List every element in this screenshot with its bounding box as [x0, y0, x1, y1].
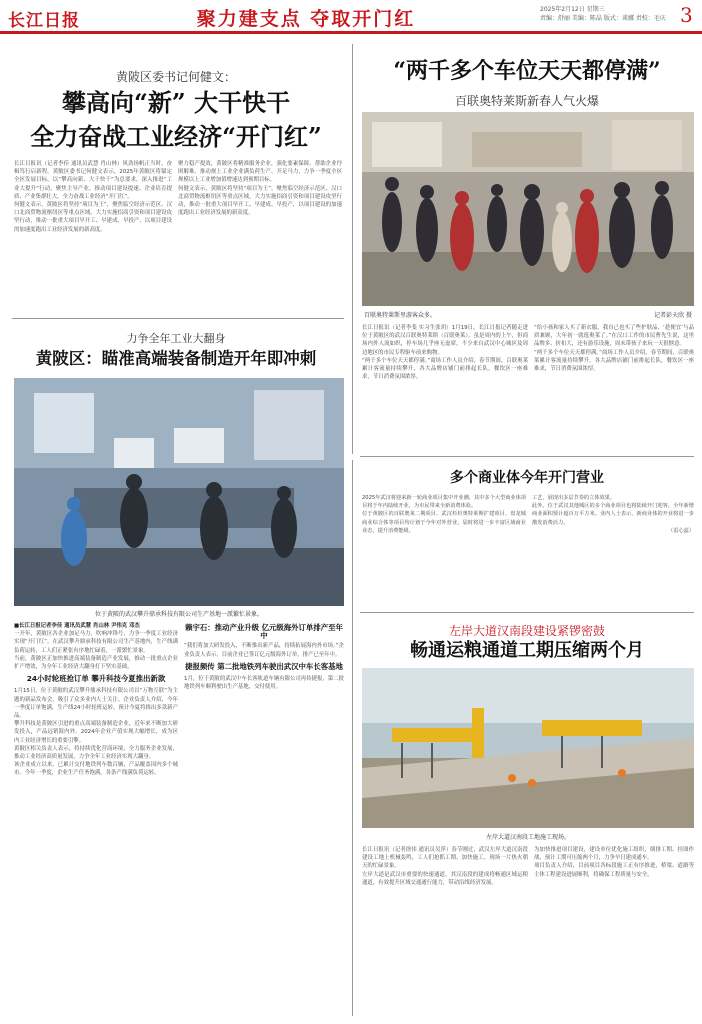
paragraph: 1月15日，位于黄陂的武汉攀升鼎承科技有限公司以“万物互联”为主题的新品发布会，吸引了众多业内人士关注。企业负责人介绍，今年一季度订单饱满，生产线24小时轮班运转，预计今夏将推出多款新产品。 [14, 688, 178, 720]
photo-caption: 百联奥特莱斯里游客众多。 [364, 312, 437, 319]
article-body [362, 324, 528, 450]
paragraph: “我们将加大研发投入，不断推出新产品，持续拓展海内外市场。”企业负责人表示，目前企业已签订亿元级海外订单，排产已至年中。 [184, 643, 344, 658]
horizontal-rule [12, 318, 344, 319]
paragraph: 攀升科技是黄陂区引进的重点高端装备制造企业，近年来不断加大研发投入，产品远销海内外。2024年企业产值实现大幅增长，成为区内工业经济增长的重要引擎。 [14, 721, 178, 744]
issue-date: 2025年2月12日 星期三 [540, 6, 605, 13]
horizontal-rule [360, 456, 694, 457]
paragraph: “两千多个车位天天都停满。”商场工作人员介绍，春节期间，百联奥莱累计客流量持续攀升，各大品牌店铺门前排起长队，餐饮区一座难求，节日消费氛围浓厚。 [534, 349, 694, 373]
issue-meta [540, 5, 674, 23]
article-headline: 黄陂区：瞄准高端装备制造开年即冲刺 [35, 349, 317, 368]
article-kicker: 左岸大道汉南段建设紧锣密鼓 [448, 624, 605, 638]
paragraph: 长江日报讯（记者李佳 通讯员武慧 肖山林）风劲扬帆正当时，奋楫笃行启新程。黄陂区委书记何健文表示，2025年黄陂区将锚定全区发展目标，以“攀高向新、大干快干”为总要求，深入推进“工业大提升”行动，聚焦主导产业，推动项目建设提速、企业培育提质、产业集群壮大，全力奋战工业经济“开门红”。 [14, 161, 172, 200]
photo-caption: 左岸大道汉南段工地施工现场。 [485, 834, 570, 841]
article-kicker: 黄陂区委书记何健文： [115, 70, 236, 84]
article-body [14, 622, 178, 1018]
paragraph: 工艺，展现出多层节奏的立体效果。 [532, 495, 616, 501]
page-number: 3 [680, 3, 693, 27]
article-body [362, 494, 526, 606]
crowd-photo-graphic [362, 112, 694, 306]
paragraph: 一开年，黄陂区各企业加足马力，吹响冲锋号，力争一季度工业经济实现“开门红”。在武汉攀升鼎承科技有限公司生产基地内，生产线满负荷运转，工人们正紧张有序地忙碌着，一派繁忙景象。 [14, 631, 178, 654]
section-title: 聚力建支点 夺取开门红 [196, 8, 416, 30]
factory-photo-graphic [14, 378, 344, 606]
article-subtitle: 百联奥特莱斯新春人气火爆 [454, 94, 599, 108]
paragraph: 左岸大道是武汉市重要的快速通道，其汉南段的建成将畅通区域运粮通道，有效提升区域交通通行能力，带动沿线经济发展。 [362, 871, 528, 886]
article-body [534, 846, 694, 1016]
factory-photo [14, 378, 344, 606]
article-headline: 多个商业体今年开门营业 [450, 470, 604, 486]
article-body [362, 846, 528, 1016]
article-headline: 畅通运粮通道工期压缩两个月 [410, 640, 644, 661]
article-body [534, 324, 694, 450]
photo-caption: 位于黄陂的武汉攀升鼎承科技有限公司生产基地一派繁忙景象。 [94, 611, 263, 618]
paragraph: “两千多个车位天天都停满。”商场工作人员介绍，春节期间，百联奥莱累计客流量持续攀升，各大品牌店铺门前排起长队，餐饮区一座难求，节日消费氛围浓厚。 [362, 357, 528, 381]
article-headline-line1: 攀高向“新” 大干快干 [62, 88, 290, 117]
construction-photo-graphic [362, 668, 694, 828]
paragraph: 黄陂区相关负责人表示，将持续优化营商环境，全力服务企业发展，推动工业经济高质量发展，力争全年工业经济实现大翻身。 [14, 745, 178, 761]
column-divider [352, 44, 353, 454]
newspaper-logo: 长江日报 [8, 11, 80, 31]
sub-heading: 捷报频传 第二批地铁列车驶出武汉中车长客基地 [185, 661, 343, 671]
paragraph: 当前，黄陂区正加快推进高端装备制造产业发展，推动一批重点企业扩产增效，为全年工业经济大翻身打下坚实基础。 [14, 655, 178, 671]
photo-credit: 记者彭天欣 摄 [654, 312, 692, 319]
paragraph: 为加快推进项目建设，建设单位优化施工组织，倒排工期、挂图作战，预计工期可压缩两个月，力争早日建成通车。 [534, 847, 694, 862]
column-divider [352, 460, 353, 1016]
paragraph: 2025年武汉将迎来新一轮商业项目集中开业潮，其中多个大型商业体项目将于年内陆续开业，为市民带来全新消费体验。 [362, 495, 526, 510]
article-body [14, 160, 172, 310]
paragraph: “给小孩和家人买了新衣服，我自己也买了些护肤品，‘趁便宜’与品质兼顾，大年初一就逛奥莱了。”在汉口工作的市民曹先生说，这里品牌多、折扣大，还有游乐设施，周末带孩子来玩一天很惬意。 [534, 325, 694, 348]
paragraph: 此外，位于武汉其他城区的多个商业项目也将陆续开门迎客，全年新增商业面积预计超百万平方米。业内人士表示，新商业体的开业将进一步激发消费活力。 [532, 503, 694, 526]
author: （雷心蕊） [668, 527, 694, 534]
paragraph: 长江日报讯（记者李斐 实习生张玥）1月19日，长江日报记者随走进位于黄陂区的武汉百联奥特莱斯（百联奥莱）。虽是周内的上午，但商场内外人流如织，停车场几乎座无虚席，不少来自武汉中心城区及周边地区的市民专程驱车前来购物。 [362, 325, 528, 356]
paragraph: 聚力稳产提效，黄陂区将精准服务企业，强化要素保障，帮助企业纾困解难，推动规上工业企业满负荷生产、开足马力，力争一季度全区规模以上工业增加值增速达到预期目标。 [178, 161, 342, 184]
crowd-photo [362, 112, 694, 306]
editors-line: 责编：舒丽 美编：陈晶 版式：谈娜 责校：毛庆 [540, 15, 666, 22]
article-body [532, 494, 694, 606]
article-body [178, 160, 342, 310]
horizontal-rule [360, 612, 694, 613]
byline: ■长江日报记者李佳 通讯员武慧 肖山林 尹伟克 邓杰 [14, 623, 140, 629]
article-headline-line2: 全力奋战工业经济“开门红” [30, 122, 322, 151]
article-headline: “两千多个车位天天都停满” [393, 58, 661, 84]
sub-heading: 24小时轮班抢订单 攀升科技今夏推出新款 [26, 674, 166, 684]
paragraph: 位于黄陂区的百联奥莱二期项目、武汉杉杉奥特莱斯扩建项目、盘龙城商业综合体等项目均计划于今年对外营业，届时将进一步丰富区域商业业态，提升消费能级。 [362, 511, 526, 534]
article-body [184, 622, 344, 1018]
newspaper-header [0, 0, 702, 34]
paragraph: 长江日报讯（记者徐伟 通讯员吴萍）春节刚过，武汉左岸大道汉南段建设工地上机械轰鸣，工人们抢抓工期、加快施工，现场一片热火朝天的忙碌景象。 [362, 847, 528, 870]
paragraph: 何健文表示，黄陂区将坚持“项目为王”，聚焦临空经济示范区、汉口北商贸物流枢纽区等重点区域，大力实施招商引资和项目建设攻坚行动，推动一批重大项目早开工、早建成、早投产，以项目建设的加速度跑出工业经济发展的新高度。 [178, 185, 342, 217]
paragraph: 该企业成立以来，已累计交付地铁列车数百辆，产品覆盖国内多个城市。今年一季度，企业生产任务饱满，各条产线满负荷运转。 [14, 762, 178, 777]
construction-photo [362, 668, 694, 828]
article-kicker: 力争全年工业大翻身 [126, 332, 226, 345]
paragraph: 项目负责人介绍，目前项目各标段施工正有序推进，桥梁、道路等主体工程建设进展顺利，将确保工程质量与安全。 [534, 863, 694, 878]
paragraph: 何健文表示，黄陂区将坚持“项目为王”，聚焦临空经济示范区、汉口北商贸物流枢纽区等重点区域，大力实施招商引资和项目建设攻坚行动，推动一批重大项目早开工、早建成、早投产，以项目建设的加速度跑出工业经济发展的新高度。 [14, 202, 172, 233]
paragraph: 1月，位于黄陂的武汉中车长客轨道车辆有限公司再传捷报，第二批地铁列车顺利驶出生产基地，交付使用。 [184, 676, 344, 691]
sub-heading: 赖宇石：推动产业升级 亿元级海外订单排产至年中 [185, 623, 343, 641]
